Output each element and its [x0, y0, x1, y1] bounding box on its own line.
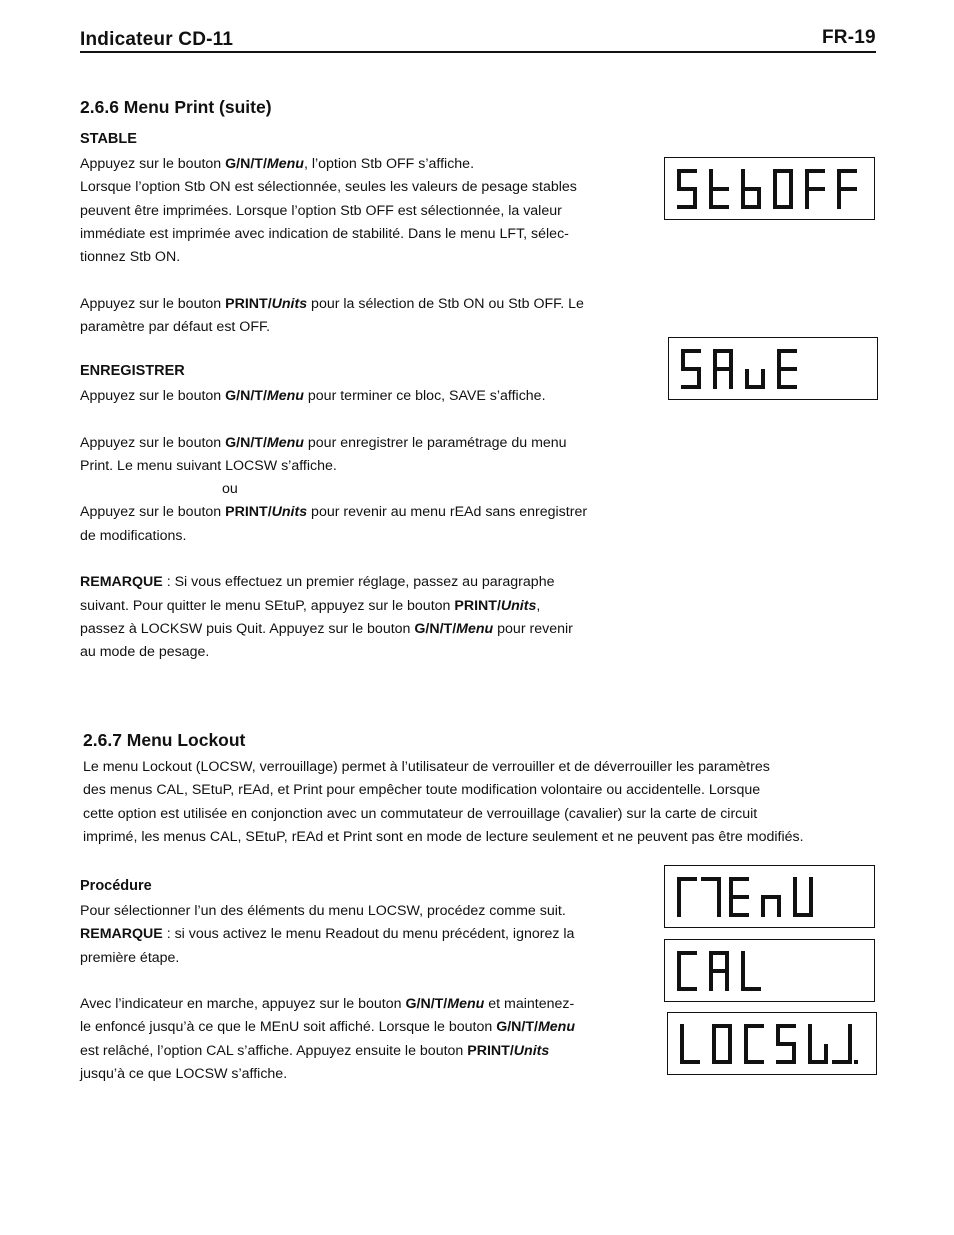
remark-label: REMARQUE	[80, 574, 163, 591]
lcd-segment	[681, 349, 685, 369]
lcd-segment	[677, 877, 681, 897]
lcd-segment	[709, 951, 713, 971]
page-number: FR-19	[822, 27, 876, 48]
lcd-segment	[709, 169, 713, 189]
lcd-segment	[773, 169, 777, 189]
lcd-segment	[744, 1024, 748, 1044]
lcd-segment	[777, 897, 781, 917]
subheading-enregistrer: ENREGISTRER	[80, 363, 185, 379]
lcd-segment	[713, 367, 733, 371]
lcd-segment	[729, 895, 749, 899]
lcd-segment	[725, 971, 729, 991]
document-title: Indicateur CD-11	[80, 29, 234, 50]
lcd-readout	[669, 338, 876, 398]
lcd-segment	[709, 971, 713, 991]
lcd-segment	[677, 951, 681, 971]
lcd-readout	[668, 1013, 875, 1073]
lcd-segment	[680, 1044, 684, 1064]
lcd-segment	[713, 349, 717, 369]
lcd-segment	[717, 877, 721, 897]
lockout-intro: Le menu Lockout (LOCSW, verrouillage) permet à l’utilisateur de verrouiller et de déverrouiller les paramètres des menus CAL, SEtuP, rEAd, et Print pour empêcher toute modification volontaire ou accidentelle. Lorsque cette option est utilisée en conjonction avec un commutateur de verrouillage (cavalier) sur la carte de circuit imprimé, les menus CAL, SEtuP, rEAd et Print sont en mode de lecture seulement et ne peuvent pas être modifiés.	[83, 759, 804, 845]
lcd-segment	[793, 897, 797, 917]
display-stboff	[664, 157, 875, 220]
lcd-segment	[805, 189, 809, 209]
header-rule	[80, 51, 876, 53]
lcd-segment	[793, 877, 797, 897]
lcd-segment	[805, 187, 825, 191]
display-save	[668, 337, 878, 400]
lcd-segment	[729, 897, 733, 917]
lcd-readout	[665, 940, 873, 1000]
lcd-segment	[832, 1060, 852, 1064]
lcd-segment	[677, 971, 681, 991]
lcd-segment	[713, 369, 717, 389]
remark-label: REMARQUE	[80, 926, 163, 943]
lcd-segment	[680, 1024, 684, 1044]
lcd-segment	[848, 1024, 852, 1044]
lcd-segment	[677, 169, 681, 189]
lcd-segment	[717, 897, 721, 917]
save-paragraph: Appuyez sur le bouton G/N/T/Menu pour terminer ce bloc, SAVE s’affiche. Appuyez sur le bouton G/N/T/Menu pour enregistrer le paramétrage du menu Print. Le menu suivant LOCSW s’affiche. ou Appuyez sur le bouton PRINT/Units pour revenir au menu rEAd sans enregistrer de modifications. REMARQUE : Si vous effectuez un premier réglage, passez au paragraphe suivant. Pour quitter le menu SEtuP, appuyez sur le bouton PRINT/Units, passez à LOCKSW puis Quit. Appuyez sur le bouton G/N/T/Menu pour revenir au mode de pesage.	[80, 388, 588, 661]
lcd-readout	[665, 866, 873, 926]
lcd-segment	[776, 1024, 780, 1044]
lcd-segment	[773, 189, 777, 209]
lcd-segment	[681, 385, 701, 389]
lcd-segment	[712, 1044, 716, 1064]
lcd-segment	[712, 1024, 716, 1044]
lcd-segment	[709, 205, 729, 209]
lcd-segment	[809, 877, 813, 897]
lcd-segment	[677, 897, 681, 917]
lcd-segment	[741, 205, 761, 209]
display-locsw	[667, 1012, 877, 1075]
display-cal	[664, 939, 875, 1002]
section-heading-267: 2.6.7 Menu Lockout	[83, 730, 246, 750]
lcd-segment	[677, 205, 697, 209]
lcd-segment	[808, 1044, 812, 1064]
lcd-segment	[808, 1024, 812, 1044]
lcd-segment	[761, 897, 765, 917]
lcd-segment	[805, 169, 809, 189]
lcd-segment	[837, 169, 841, 189]
lcd-segment	[745, 369, 749, 389]
lcd-segment	[777, 369, 781, 389]
lcd-segment	[729, 369, 733, 389]
lcd-segment	[789, 169, 793, 189]
lcd-segment	[761, 895, 781, 899]
lcd-segment	[741, 169, 745, 189]
lcd-segment	[709, 969, 729, 973]
subheading-procedure: Procédure	[80, 878, 152, 894]
lcd-readout	[665, 158, 873, 218]
section-heading-266: 2.6.6 Menu Print (suite)	[80, 97, 272, 117]
lcd-segment	[854, 1060, 858, 1064]
lcd-segment	[777, 349, 781, 369]
lcd-segment	[837, 187, 857, 191]
subheading-stable: STABLE	[80, 131, 137, 147]
display-menu	[664, 865, 875, 928]
lcd-segment	[741, 951, 745, 971]
lcd-segment	[729, 349, 733, 369]
lcd-segment	[744, 1044, 748, 1064]
lcd-segment	[729, 877, 733, 897]
lcd-segment	[837, 189, 841, 209]
lcd-segment	[725, 951, 729, 971]
lcd-segment	[776, 1060, 796, 1064]
lcd-segment	[728, 1024, 732, 1044]
procedure-paragraph: Pour sélectionner l’un des éléments du menu LOCSW, procédez comme suit. REMARQUE : si vous activez le menu Readout du menu précédent, ignorez la première étape. Avec l’indicateur en marche, appuyez sur le bouton G/N/T/Menu et maintenez- le enfoncé jusqu’à ce que le MEnU soit affiché. Lorsque le bouton G/N/T/Menu est relâché, l’option CAL s’affiche. Appuyez ensuite le bouton PRINT/Units jusqu’à ce que LOCSW s’affiche.	[80, 903, 576, 1083]
lcd-segment	[777, 367, 797, 371]
stable-paragraph: Appuyez sur le bouton G/N/T/Menu, l’option Stb OFF s’affiche. Lorsque l’option Stb ON est sélectionnée, seules les valeurs de pesage stables peuvent être imprimées. Lorsque l’option Stb OFF est sélectionnée, la valeur immédiate est imprimée avec indication de stabilité. Dans le menu LFT, sélec- tionnez Stb ON. Appuyez sur le bouton PRINT/Units pour la sélection de Stb ON ou Stb OFF. Le paramètre par défaut est OFF.	[80, 156, 584, 336]
lcd-segment	[741, 971, 745, 991]
